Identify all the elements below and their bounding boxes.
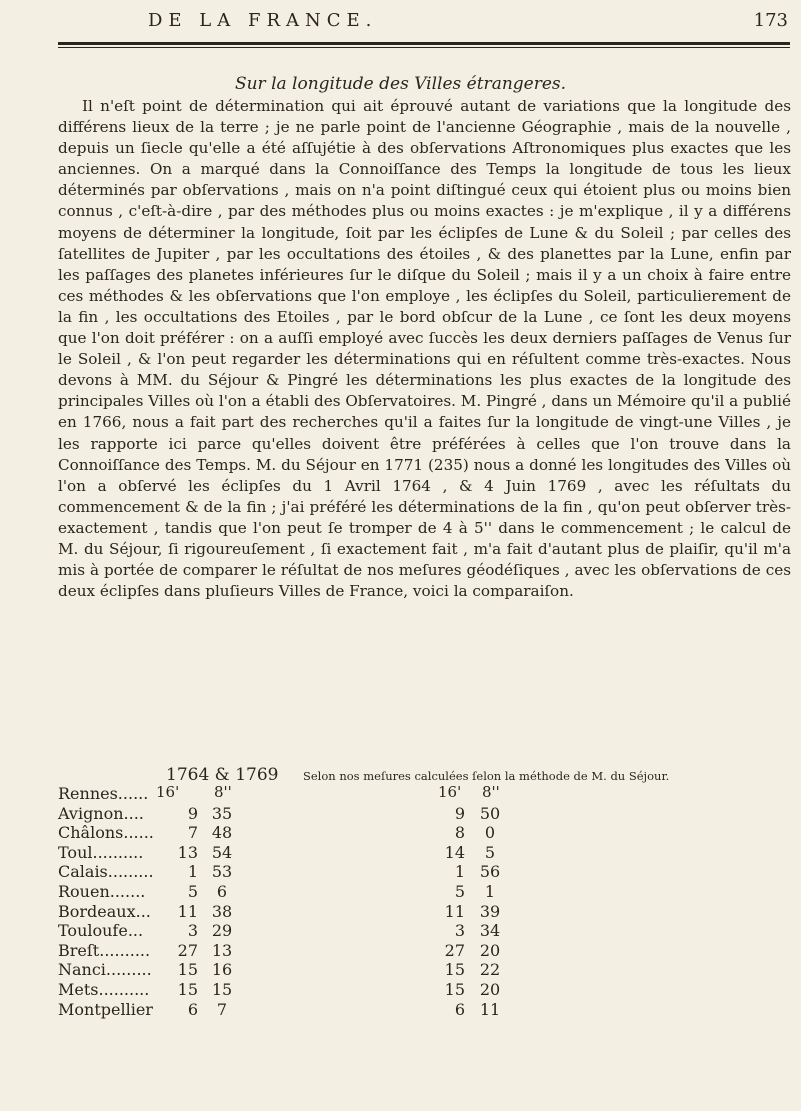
measured-minutes: 5 — [454, 881, 465, 901]
unit-b: 8'' — [214, 783, 232, 801]
table-row — [58, 902, 798, 922]
city-name: Nanci......... — [58, 960, 152, 980]
observed-minutes: 6 — [187, 999, 198, 1019]
table-row — [58, 823, 798, 843]
measured-minutes: 8 — [454, 823, 465, 843]
observed-seconds: 16 — [211, 960, 233, 980]
measured-minutes: 15 — [444, 960, 465, 980]
city-name: Calais......... — [58, 862, 154, 882]
running-head — [60, 10, 790, 34]
observed-seconds: 35 — [211, 803, 233, 823]
unit-a: 16' — [156, 783, 180, 801]
measured-minutes: 15 — [444, 979, 465, 999]
measured-seconds: 20 — [479, 979, 501, 999]
measured-seconds: 20 — [479, 940, 501, 960]
observed-minutes: 5 — [187, 881, 198, 901]
table-row — [58, 843, 798, 863]
table-row — [58, 862, 798, 882]
paragraph: Il n'eſt point de détermination qui ait éprouvé autant de variations que la longitude des différens lieux de la terre ; je ne parle point de l'ancienne Géographie , mais de la nouvelle , depuis un ſiecle qu'elle a été aſſujétie à des obſervations Aſtronomiques plus exactes que les anciennes. On a marqué dans la Connoiſſance des Temps la longitude de tous les lieux déterminés par obſervations , mais on n'a point diſtingué ceux qui étoient plus ou moins bien connus , c'eſt-à-dire , par des méthodes plus ou moins exactes : je m'explique , il y a différens moyens de déterminer la longitude, ſoit par les éclipſes de Lune & du Soleil ; par celles des ſatellites de Jupiter , par les occultations des étoiles , & des planettes par la Lune, enfin par les paſſages des planetes inférieures ſur le diſque du Soleil ; mais il y a un choix à faire entre ces méthodes & les obſervations que l'on employe , les éclipſes du Soleil, particulierement de la fin , les occultations des Etoiles , par le bord obſcur de la Lune , ce ſont les deux moyens que l'on doit préférer : on a auſſi employé avec ſuccès les deux derniers paſſages de Venus ſur le Soleil , & l'on peut regarder les déterminations qui en réſultent comme très-exactes. Nous devons à MM. du Séjour & Pingré les déterminations les plus exactes de la longitude des principales Villes où l'on a établi des Obſervatoires. M. Pingré , dans un Mémoire qu'il a publié en 1766, nous a fait part des recherches qu'il a faites ſur la longitude de vingt-une Villes , je les rapporte ici parce qu'elles doivent être préférées à celles que l'on trouve dans la Connoiſſance des Temps. M. du Séjour en 1771 (235) nous a donné les longitudes des Villes où l'on a obſervé les éclipſes du 1 Avril 1764 , & 4 Juin 1769 , avec les réſultats du commencement & de la fin ; j'ai préféré les déterminations de la fin , qu'on peut obſerver très-exactement , tandis que l'on peut ſe tromper de 4 à 5'' dans le commencement ; le calcul de M. du Séjour, ſi rigoureuſement , ſi exactement fait , m'a fait d'autant plus de plaiſir, qu'il m'a mis à portée de comparer le réſultat de nos meſures géodéſiques , avec les obſervations de ces deux éclipſes dans pluſieurs Villes de France, voici la comparaiſon. — [58, 97, 791, 601]
longitude-table — [58, 784, 798, 1039]
measured-minutes: 14 — [444, 842, 465, 862]
header-rule-thin — [58, 47, 790, 48]
city-name: Montpellier — [58, 999, 153, 1019]
eclipse-years: 1764 & 1769 — [166, 765, 279, 785]
observed-minutes: 3 — [187, 921, 198, 941]
observed-minutes: 1 — [187, 862, 198, 882]
table-row — [58, 921, 798, 941]
measured-seconds: 11 — [479, 999, 501, 1019]
table-row — [58, 882, 798, 902]
table-note: Selon nos meſures calculées ſelon la méthode de M. du Séjour. — [303, 769, 670, 783]
observed-seconds: 38 — [211, 901, 233, 921]
unit-c: 16' — [438, 783, 462, 801]
measured-seconds: 56 — [479, 862, 501, 882]
measured-minutes: 9 — [454, 803, 465, 823]
table-row — [58, 1000, 798, 1020]
measured-minutes: 27 — [444, 940, 465, 960]
city-name: Bordeaux... — [58, 901, 151, 921]
city-name: Toul.......... — [58, 842, 144, 862]
page-number: 173 — [753, 10, 788, 31]
city-name: Avignon.... — [58, 803, 144, 823]
observed-minutes: 7 — [187, 823, 198, 843]
observed-seconds: 48 — [211, 823, 233, 843]
observed-minutes: 9 — [187, 803, 198, 823]
measured-seconds: 50 — [479, 803, 501, 823]
measured-seconds: 0 — [484, 823, 496, 843]
observed-seconds: 7 — [216, 999, 228, 1019]
city-name: Breſt.......... — [58, 940, 151, 960]
city-name: Rennes...... — [58, 784, 149, 803]
table-row — [58, 960, 798, 980]
table-row — [58, 980, 798, 1000]
observed-minutes: 15 — [177, 979, 198, 999]
measured-minutes: 6 — [454, 999, 465, 1019]
unit-d: 8'' — [482, 783, 500, 801]
header-rule — [58, 42, 790, 45]
observed-seconds: 13 — [211, 940, 233, 960]
section-title: Sur la longitude des Villes étrangeres. — [234, 74, 567, 94]
table-row — [58, 941, 798, 961]
observed-seconds: 54 — [211, 842, 233, 862]
city-name: Mets.......... — [58, 979, 150, 999]
body-text — [58, 96, 791, 602]
city-name: Châlons...... — [58, 823, 154, 843]
observed-seconds: 53 — [211, 862, 233, 882]
observed-minutes: 15 — [177, 960, 198, 980]
measured-seconds: 34 — [479, 921, 501, 941]
measured-minutes: 3 — [454, 921, 465, 941]
observed-seconds: 15 — [211, 979, 233, 999]
observed-minutes: 11 — [177, 901, 198, 921]
city-name: Rouen....... — [58, 881, 146, 901]
measured-seconds: 22 — [479, 960, 501, 980]
observed-seconds: 29 — [211, 921, 233, 941]
observed-minutes: 27 — [177, 940, 198, 960]
measured-minutes: 1 — [454, 862, 465, 882]
measured-seconds: 5 — [484, 842, 496, 862]
observed-minutes: 13 — [177, 842, 198, 862]
measured-minutes: 11 — [444, 901, 465, 921]
measured-seconds: 1 — [484, 881, 496, 901]
table-row — [58, 784, 798, 804]
observed-seconds: 6 — [216, 881, 228, 901]
running-title: DE LA FRANCE. — [148, 10, 378, 31]
measured-seconds: 39 — [479, 901, 501, 921]
table-row — [58, 804, 798, 824]
city-name: Touloufe... — [58, 921, 144, 941]
